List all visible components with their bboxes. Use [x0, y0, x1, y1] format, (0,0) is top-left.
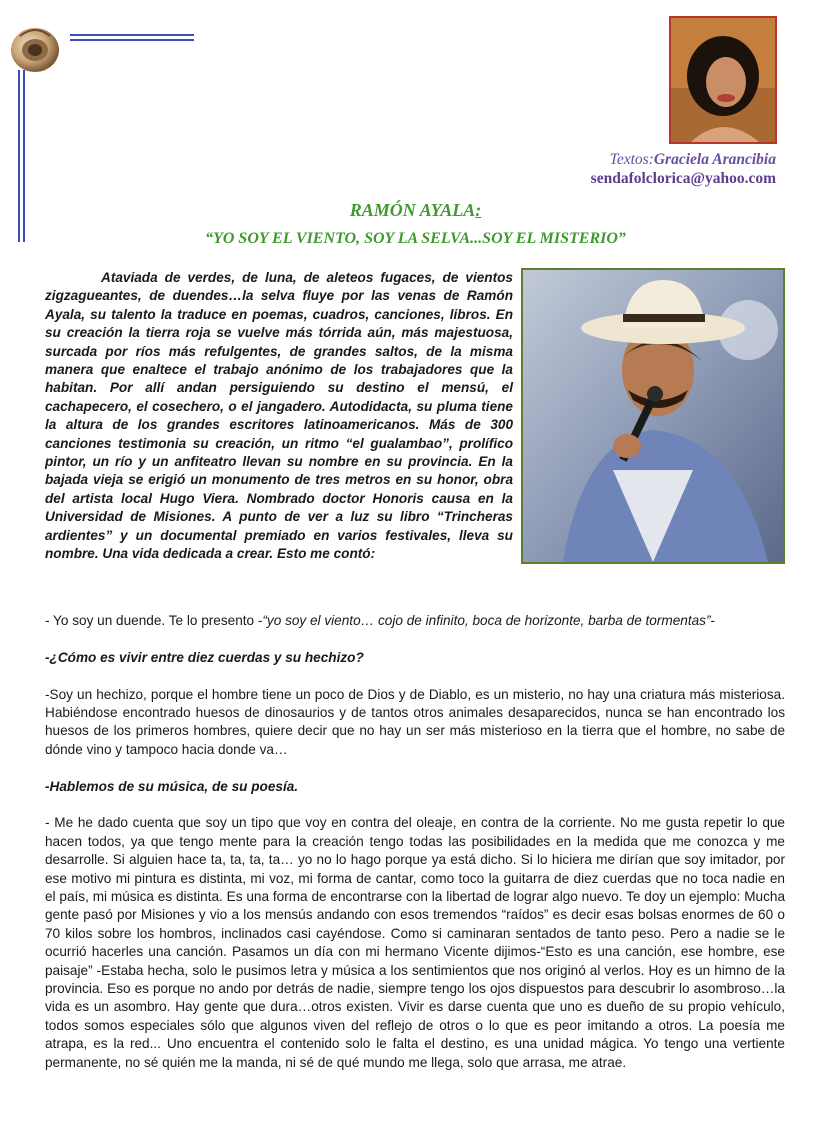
title-colon: : [475, 200, 482, 220]
credit-line [591, 150, 776, 169]
singer-photo-image [523, 270, 783, 562]
interview-body [45, 612, 785, 1090]
article-title [0, 200, 831, 221]
opening-quote: “yo soy el viento… cojo de infinito, boca de horizonte, barba de tormentas” [262, 613, 711, 628]
gourd-logo [8, 22, 62, 74]
article-subtitle: “YO SOY EL VIENTO, SOY LA SELVA...SOY EL MISTERIO” [205, 230, 626, 247]
author-credit [591, 150, 776, 188]
title-text: RAMÓN AYALA [349, 200, 476, 220]
intro-paragraph [45, 269, 513, 564]
opening-text: - Yo soy un duende. Te lo presento - [45, 613, 263, 628]
opening-paragraph [45, 612, 785, 630]
opening-dash: - [710, 613, 716, 628]
answer-2: - Me he dado cuenta que soy un tipo que voy en contra del oleaje, en contra de la corriente. No me gusta repetir lo que hacen todos, ya que tengo mente para la creación tengo todas las posibilidades en la medida que me conozca y me desarrolle. Si alguien hace ta, ta, ta, ta… yo no lo hago porque ya está dicho. Si lo hiciera me dirían que soy imitador, por ese motivo mi pintura es distinta, mi voz, mi forma de cantar, como toco la guitarra de diez cuerdas que no toca nadie en el país, mi música es distinta. Es una forma de encontrarse con la libertad de lograr algo nuevo. Te doy un ejemplo: Mucha gente pasó por Misiones y vio a los mensús andando con esos tremendos “raídos” es decir esas bolsas enormes de 60 o 70 kilos sobre los hombros, inclinados casi cayéndose. Como si caminaran sentados de tanto peso. Pero a nadie se le ocurrió hacerles una canción. Pasamos un día con mi hermano Vicente dijimos-“Esto es una canción, ese hombre, ese paisaje” -Estaba hecha, solo le pusimos letra y música a los sentimientos que nos originó al verlos. Hoy es un himno de la provincia. Eso es porque no ando por detrás de nadie, siempre tengo los ojos dispuestos para descubrir lo asombroso…la vida es un asombro. Hay gente que dura…otros existen. Vivir es darse cuenta que uno es dueño de su propio vehículo, todos somos especiales sólo que algunos viven del reflejo de otros o lo que es peor imitando a otros. La poesía me atrapa, es la red... Uno encuentra el contenido solo le falta el destino, es una unidad mágica. Yo tengo una vertiente permanente, no sé quién me la manda, ni sé de qué mundo me llega, solo que arrasa, me atrae. [45, 815, 785, 1070]
intro-text: Ataviada de verdes, de luna, de aleteos fugaces, de vientos zigzagueantes, de duendes…la selva fluye por las venas de Ramón Ayala, su talento la traduce en poemas, cuadros, canciones, libros. En su creación la tierra roja se vuelve más tórrida aún, más majestuosa, surcada por ríos más refulgentes, de grandes saltos, de la misma manera que enaltece el trabajo anónimo de los trabajadores que la habitan. Por allí andan persiguiendo su destino el mensú, el cachapecero, el cosechero, o el jangadero. Autodidacta, su pluma tiene la altura de los grandes escritores latinoamericanos. Más de 300 canciones testimonia su creación, un ritmo “el gualambao”, prolífico pintor, un río y un anfiteatro llevan su nombre en su provincia. En la bajada vieja se erigió un monumento de tres metros en su honor, obra del artista local Hugo Viera. Nombrado doctor Honoris causa en la Universidad de Misiones. A punto de ver a luz su libro “Trincheras ardientes” y un documental premiado en varios festivales, lleva su nombre. Una vida dedicada a crear. Esto me contó: [45, 270, 513, 562]
horizontal-rule-top [70, 34, 194, 36]
question-2: -Hablemos de su música, de su poesía. [45, 778, 299, 794]
answer-1: -Soy un hechizo, porque el hombre tiene un poco de Dios y de Diablo, es un misterio, no hay una criatura más misteriosa. Habiéndose encontrado huesos de dinosaurios y de tantos otros animales desaparecidos, nunca se han encontrado los huesos de los primeros hombres, quiere decir que no hay un ser más misterioso en la tierra que el hombre, no sabe de dónde vino y tampoco hacia donde va… [45, 686, 785, 757]
horizontal-rule-bottom [70, 39, 194, 41]
author-portrait-image [671, 18, 775, 142]
credit-label: Textos: [609, 151, 654, 168]
author-email[interactable]: sendafolclorica@yahoo.com [590, 170, 776, 187]
main-photo [521, 268, 785, 564]
author-name: Graciela Arancibia [653, 151, 776, 168]
author-photo [669, 16, 777, 144]
question-1: -¿Cómo es vivir entre diez cuerdas y su hechizo? [45, 649, 364, 665]
